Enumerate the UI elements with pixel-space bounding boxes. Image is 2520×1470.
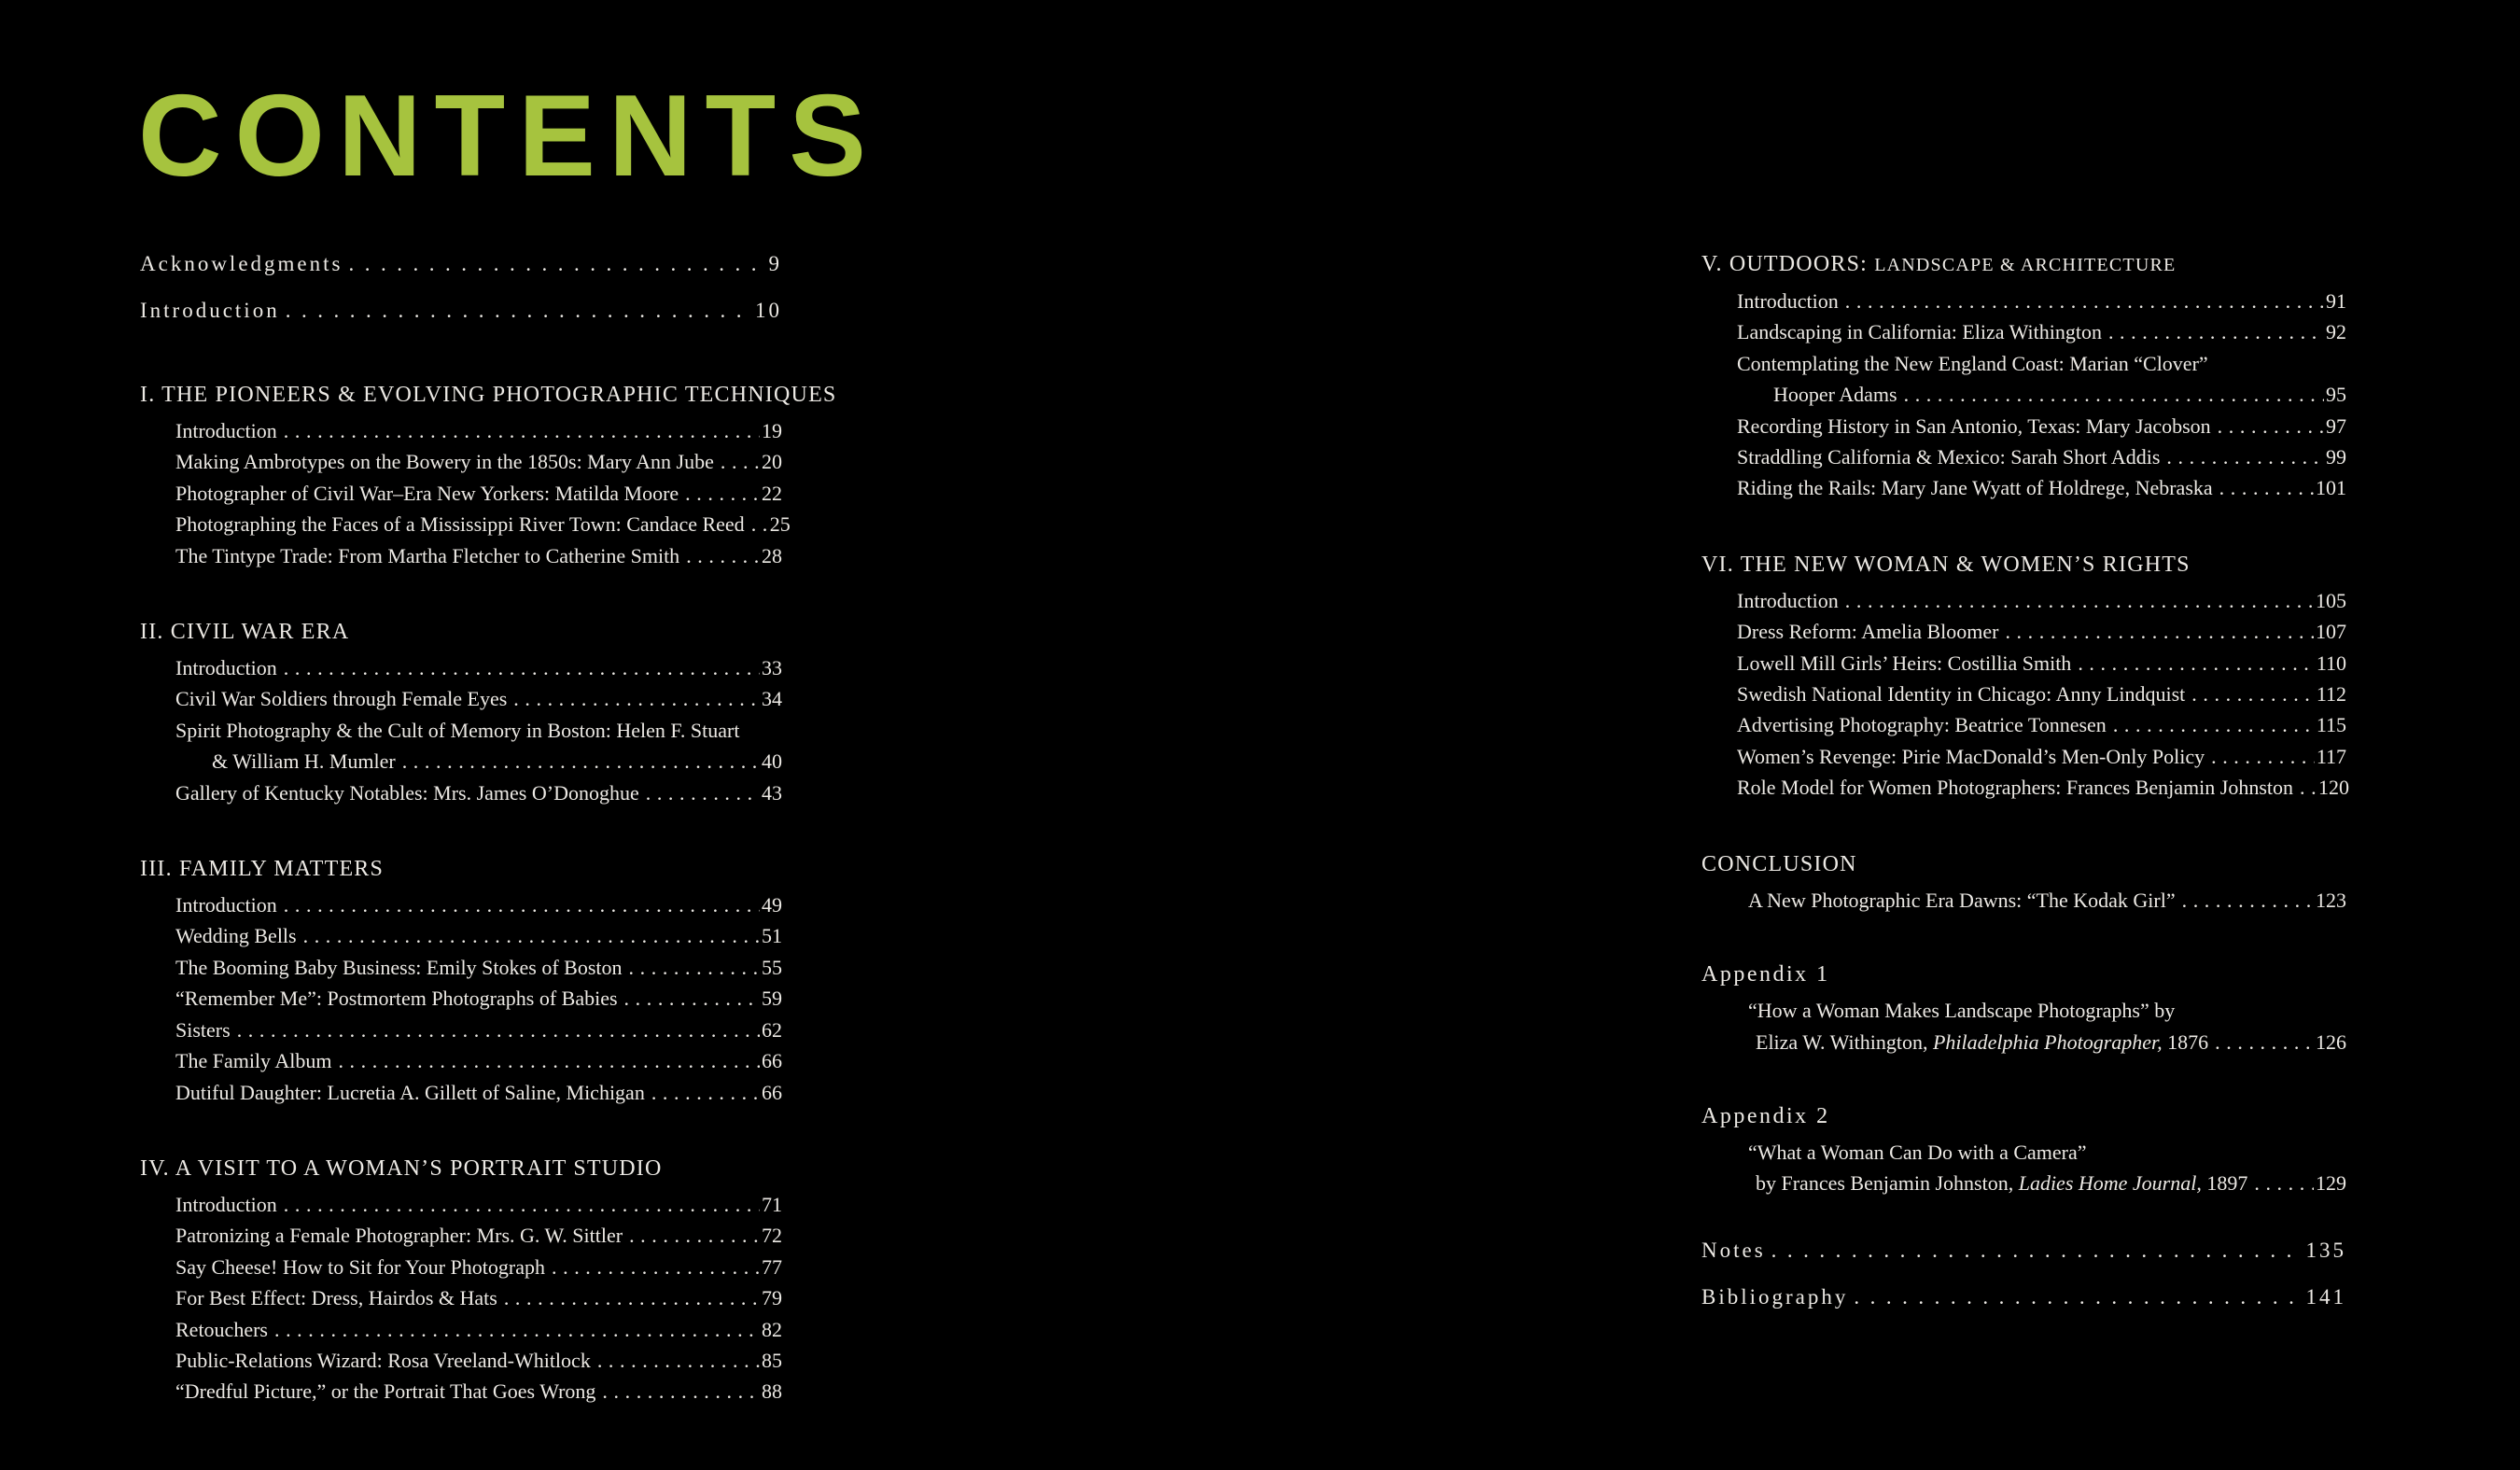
toc-entry-row [1701,379,2346,410]
text-segment: Public-Relations Wizard: Rosa Vreeland-Whitlock [175,1348,591,1372]
page-number: 112 [2316,682,2346,707]
entry-label [1773,379,1897,410]
dot-leader [2211,741,2315,772]
text-segment: Introduction [175,1192,277,1216]
entry-label [175,777,639,808]
dot-leader [646,777,760,808]
dot-leader [685,478,760,509]
dot-leader [602,1376,760,1407]
text-segment: Hooper Adams [1773,383,1897,407]
toc-right-column [1701,250,2350,1321]
toc-entry-row [1701,1168,2346,1198]
toc-entry-row [140,683,782,714]
page-number: 22 [762,481,782,505]
text-segment: 1897 [2201,1171,2248,1196]
text-segment: The Tintype Trade: From Martha Fletcher to Catherine Smith [175,543,680,567]
dot-leader [2300,772,2317,803]
section-heading [1701,1102,2346,1130]
entry-label [175,683,507,714]
entry-label [1737,648,2071,679]
page-number: 120 [2318,776,2350,800]
dot-leader [504,1282,760,1313]
dot-leader [284,889,760,920]
page-number: 34 [762,687,782,711]
page-number: 79 [762,1286,782,1310]
toc-entry-row [1701,885,2346,916]
entry-label [1737,348,2208,379]
toc-entry-row [140,777,782,808]
entry-label [1748,885,2176,916]
text-segment: Photographing the Faces of a Mississippi River Town: Candace Reed [175,512,745,537]
text-segment: Appendix 2 [1701,1103,1830,1128]
toc-entry-row [140,1345,782,1376]
dot-leader [2078,648,2315,679]
toc-entry-row [140,920,782,951]
page-number: 92 [2326,320,2346,344]
dot-leader [513,683,760,714]
text-segment: V. OUTDOORS: [1701,252,1875,276]
text-segment: Sisters [175,1017,231,1042]
page-number: 105 [2316,588,2346,612]
page-number: 107 [2316,620,2346,644]
section-iv [140,1155,782,1407]
entry-label: Introduction [140,299,280,322]
dot-leader [2215,1027,2314,1057]
toc-entry-row [1701,348,2346,379]
entry-label: Notes [1701,1238,1766,1262]
section-vi [1701,551,2350,804]
toc-entry-row [140,1376,782,1407]
page-number: 40 [762,749,782,774]
dot-leader [552,1252,760,1282]
page-number: 10 [755,299,782,322]
page-number: 135 [2305,1238,2346,1262]
section-iii [140,855,782,1108]
entry-label [175,1015,231,1045]
entry-label [175,446,714,477]
toc-entry-row [140,1314,782,1345]
dot-leader [2005,616,2314,647]
text-segment: Photographer of Civil War–Era New Yorkers: Matilda Moore [175,481,679,505]
page-number: 77 [762,1254,782,1279]
text-segment: Introduction [1737,289,1839,313]
toc-entry-row [140,1045,782,1076]
dot-leader [2182,885,2314,916]
page-number: 123 [2316,888,2346,912]
entry-label [1737,316,2102,347]
text-segment: Introduction [175,419,277,442]
dot-leader [303,920,760,951]
text-segment: CONCLUSION [1701,851,1857,876]
entry-label [175,1282,497,1313]
section-heading [140,855,782,883]
toc-entry-row [1701,1274,2346,1321]
toc-entry-row [1701,316,2346,347]
text-segment: Swedish National Identity in Chicago: Anny Lindquist [1737,682,2186,707]
text-segment: Dress Reform: Amelia Bloomer [1737,620,1999,644]
dot-leader [2108,316,2324,347]
text-segment: “Remember Me”: Postmortem Photographs of Babies [175,987,618,1011]
entry-label [175,478,679,509]
page-number: 66 [762,1049,782,1073]
toc-entry-row [1701,585,2346,616]
text-segment: I. THE PIONEERS & EVOLVING PHOTOGRAPHIC TECHNIQUES [140,383,837,407]
dot-leader [721,446,760,477]
text-segment: Lowell Mill Girls’ Heirs: Costillia Smith [1737,651,2072,675]
toc-entry-row [140,509,791,539]
page-number: 141 [2305,1284,2346,1309]
page-number: 20 [762,450,782,474]
page-number: 71 [762,1192,782,1216]
toc-entry-row [140,889,782,920]
dot-leader [2254,1168,2314,1198]
dot-leader [284,415,760,446]
front-matter [140,241,782,334]
toc-entry-row [1701,709,2346,740]
dot-leader [1904,379,2324,410]
entry-label [1737,472,2213,503]
page-number: 66 [762,1080,782,1104]
section-ii [140,618,782,808]
page-number: 99 [2326,445,2346,469]
page-number: 43 [762,780,782,805]
text-segment: Philadelphia Photographer, [1932,1029,2163,1054]
dot-leader [2113,709,2315,740]
toc-entry-row [1701,741,2346,772]
entry-label [175,1045,331,1076]
toc-entry-row [1701,472,2346,503]
entry-label [175,1220,623,1251]
dot-leader [1854,1274,2294,1321]
section-heading [1701,850,2346,878]
entry-label [175,1314,268,1345]
text-segment: Making Ambrotypes on the Bowery in the 1850s: Mary Ann Jube [175,450,714,474]
page-number: 9 [768,252,782,275]
toc-entry-row [140,415,782,446]
page-number: 33 [762,656,782,680]
page-number: 115 [2316,713,2346,737]
entry-label [175,652,277,683]
toc-entry-row [140,1189,782,1220]
page-number: 117 [2316,744,2346,768]
page-number: 91 [2326,289,2346,313]
toc-entry-row [140,478,782,509]
text-segment: Introduction [1737,588,1839,612]
text-segment: Eliza W. Withington, [1756,1029,1933,1054]
entry-label [1737,741,2205,772]
toc-entry-row [140,1077,782,1108]
toc-entry-row [1701,772,2350,803]
dot-leader [629,1220,760,1251]
text-segment: Ladies Home Journal, [2018,1171,2202,1196]
entry-label: Acknowledgments [140,252,343,275]
page-number: 62 [762,1017,782,1042]
entry-label [1737,585,1839,616]
entry-label [1748,1137,2087,1168]
toc-entry-row [140,952,782,983]
entry-label [1748,995,2175,1026]
dot-leader [597,1345,760,1376]
toc-entry-row [1701,648,2346,679]
toc-entry-row [1701,286,2346,316]
toc-entry-row [1701,1227,2346,1274]
page-number: 95 [2326,383,2346,407]
text-segment: Say Cheese! How to Sit for Your Photograph [175,1254,545,1279]
text-segment: II. CIVIL WAR ERA [140,620,350,645]
toc-entry-row [140,652,782,683]
toc-entry-row [140,241,782,287]
text-segment: III. FAMILY MATTERS [140,857,385,882]
toc-entry-row [140,1282,782,1313]
entry-label [1756,1027,2208,1057]
entry-label [175,889,277,920]
toc-entry-row [140,540,782,571]
text-segment: LANDSCAPE & ARCHITECTURE [1874,255,2177,275]
dot-leader [2191,679,2315,709]
text-segment: Introduction [175,656,277,680]
text-segment: & William H. Mumler [212,749,396,774]
section-heading [1701,250,2346,279]
text-segment: Retouchers [175,1317,268,1341]
dot-leader [348,241,757,287]
contents-title: CONTENTS [138,72,879,201]
dot-leader [284,1189,760,1220]
dot-leader [338,1045,760,1076]
entry-label: Bibliography [1701,1284,1849,1309]
text-segment: Introduction [175,893,277,917]
entry-label [175,952,623,983]
page-number: 28 [762,543,782,567]
section-heading [140,381,837,409]
text-segment: “What a Woman Can Do with a Camera” [1748,1140,2087,1164]
section-heading [140,1155,782,1183]
toc-entry-row [1701,995,2346,1026]
text-segment: Spirit Photography & the Cult of Memory in Boston: Helen F. Stuart [175,718,740,742]
dot-leader [274,1314,760,1345]
text-segment: Dutiful Daughter: Lucretia A. Gillett of Saline, Michigan [175,1080,645,1104]
appendix-2 [1701,1102,2346,1199]
section-heading [1701,551,2346,579]
page-number: 97 [2326,413,2346,438]
page-number: 55 [762,955,782,979]
dot-leader [237,1015,760,1045]
dot-leader [686,540,760,571]
entry-label [175,1189,277,1220]
dot-leader [1845,286,2324,316]
toc-entry-row [140,446,782,477]
text-segment: “Dredful Picture,” or the Portrait That Goes Wrong [175,1379,596,1404]
toc-entry-row [140,287,782,334]
toc-entry-row [140,715,782,746]
entry-label [175,540,679,571]
entry-label [1737,772,2293,803]
text-segment: Women’s Revenge: Pirie MacDonald’s Men-Only Policy [1737,744,2205,768]
text-segment: Role Model for Women Photographers: Frances Benjamin Johnston [1737,776,2294,800]
dot-leader [629,952,760,983]
text-segment: by Frances Benjamin Johnston, [1756,1171,2019,1196]
dot-leader [286,287,744,334]
page-number: 51 [762,924,782,948]
text-segment: Civil War Soldiers through Female Eyes [175,687,508,711]
page-number: 88 [762,1379,782,1404]
text-segment: A New Photographic Era Dawns: “The Kodak Girl” [1748,888,2176,912]
back-matter [1701,1227,2346,1321]
toc-left-column [140,241,837,1407]
dot-leader [651,1077,760,1108]
page-number: 59 [762,987,782,1011]
section-v [1701,250,2346,504]
text-segment: VI. THE NEW WOMAN & WOMEN’S RIGHTS [1701,552,2191,577]
text-segment: Landscaping in California: Eliza Withington [1737,320,2102,344]
page-number: 101 [2316,476,2346,500]
entry-label [175,1077,645,1108]
dot-leader [624,983,760,1014]
text-segment: “How a Woman Makes Landscape Photographs” by [1748,999,2176,1023]
toc-entry-row [140,1015,782,1045]
dot-leader [2219,472,2314,503]
entry-label [1737,709,2107,740]
toc-entry-row [1701,441,2346,472]
entry-label [175,920,297,951]
section-heading [140,618,782,646]
text-segment: Patronizing a Female Photographer: Mrs. G. W. Sittler [175,1224,623,1248]
text-segment: Riding the Rails: Mary Jane Wyatt of Holdrege, Nebraska [1737,476,2213,500]
entry-label [175,1376,595,1407]
text-segment: IV. A VISIT TO A WOMAN’S PORTRAIT STUDIO [140,1155,663,1181]
toc-entry-row [1701,411,2346,441]
text-segment: The Family Album [175,1049,332,1073]
page-number: 49 [762,893,782,917]
appendix-1 [1701,960,2346,1057]
page-number: 110 [2316,651,2346,675]
entry-label [212,746,396,777]
text-segment: The Booming Baby Business: Emily Stokes of Boston [175,955,623,979]
toc-entry-row [1701,1137,2346,1168]
entry-label [1756,1168,2247,1198]
entry-label [175,509,745,539]
text-segment: Straddling California & Mexico: Sarah Short Addis [1737,445,2161,469]
entry-label [1737,616,1998,647]
toc-entry-row [140,1252,782,1282]
toc-entry-row [140,1220,782,1251]
text-segment: Advertising Photography: Beatrice Tonnesen [1737,713,2107,737]
dot-leader [751,509,768,539]
page-number: 72 [762,1224,782,1248]
conclusion [1701,850,2346,916]
dot-leader [284,652,760,683]
entry-label [175,1345,591,1376]
dot-leader [2218,411,2324,441]
text-segment: Recording History in San Antonio, Texas: Mary Jacobson [1737,413,2211,438]
text-segment: Appendix 1 [1701,962,1830,987]
page-number: 126 [2316,1029,2346,1054]
entry-label [175,983,618,1014]
page-number: 25 [769,512,791,537]
entry-label [1737,411,2211,441]
text-segment: Wedding Bells [175,924,297,948]
entry-label [175,1252,545,1282]
page-number: 129 [2316,1171,2346,1196]
entry-label [1737,441,2160,472]
dot-leader [1845,585,2314,616]
toc-entry-row [1701,1027,2346,1057]
entry-label [1737,679,2185,709]
page-number: 85 [762,1348,782,1372]
text-segment: Contemplating the New England Coast: Marian “Clover” [1737,351,2208,375]
entry-label [175,415,277,446]
section-i [140,381,837,571]
entry-label [175,715,739,746]
dot-leader [2166,441,2324,472]
dot-leader [402,746,760,777]
toc-entry-row [1701,679,2346,709]
page-number: 19 [762,419,782,442]
section-heading [1701,960,2346,988]
text-segment: 1876 [2162,1029,2209,1054]
entry-label [1737,286,1839,316]
text-segment: For Best Effect: Dress, Hairdos & Hats [175,1286,497,1310]
page-number: 82 [762,1317,782,1341]
toc-entry-row [140,983,782,1014]
toc-entry-row [140,746,782,777]
toc-entry-row [1701,616,2346,647]
dot-leader [1771,1227,2295,1274]
text-segment: Gallery of Kentucky Notables: Mrs. James O’Donoghue [175,780,639,805]
